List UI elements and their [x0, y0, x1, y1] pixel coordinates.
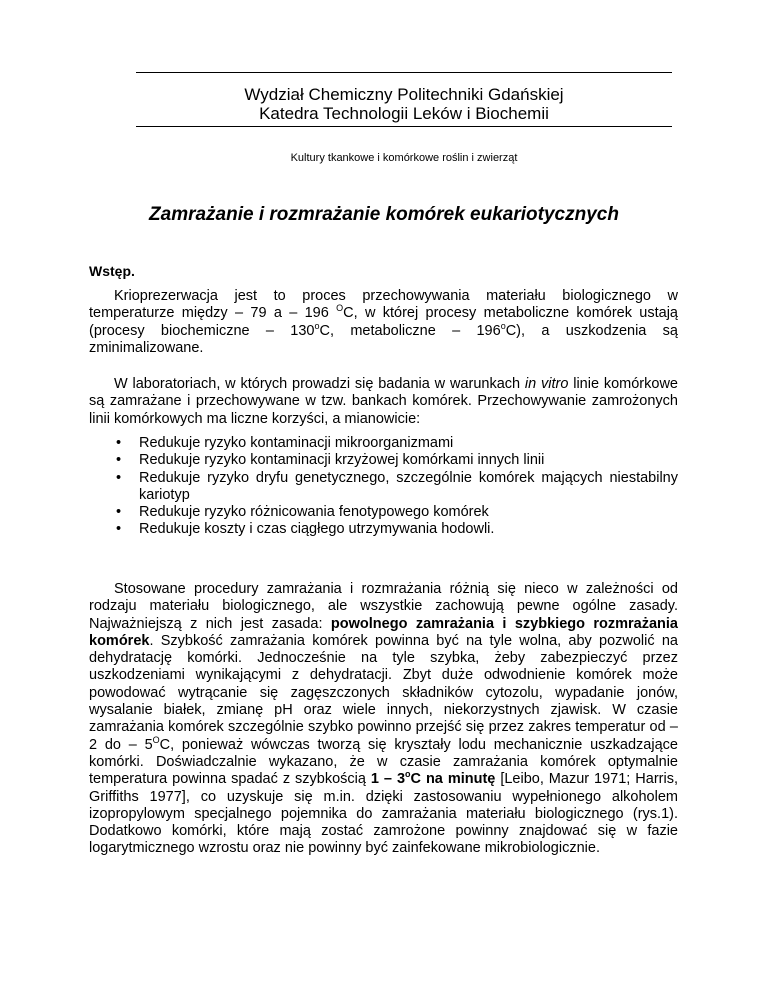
bullet-icon: •: [116, 469, 122, 486]
paragraph-intro: Krioprezerwacja jest to proces przechowywania materiału biologicznego w temperaturze między – 79 a – 196 $^O$C, w której procesy metaboliczne komórek ustają (procesy biochemiczne – 130$^o$C, metaboliczne – 196$^o$C), a uszkodzenia są zminimalizowane.: [89, 288, 678, 356]
bullet-icon: •: [116, 504, 122, 521]
paragraph-procedures: Stosowane procedury zamrażania i rozmrażania różnią się nieco w zależności od rodzaju materiału biologicznego, ale wszystkie zachowują pewne ogólne zasady. Najważniejszą z nich jest zasada: powolnego zamrażania i szybkiego rozmrażania komórek. Szybkość zamrażania komórek powinna być na tyle wolna, aby pozwolić na dehydratację komórki. Jednocześnie na tyle szybka, żeby zabezpieczyć przez uszkodzeniami wynikającymi z dehydratacji. Zbyt duże odwodnienie komórek może powodować wytrącanie się zagęszczonych składników cytozolu, wypadanie jonów, wysalanie białek, zmianę pH oraz wiele innych, niekorzystnych zjawisk. W czasie zamrażania komórek szczególnie szybko powinno przejść się przez zakres temperatur od – 2 do – $5^OC$, ponieważ wówczas tworzą się kryształy lodu mechanicznie uszkadzające komórki. Doświadczalnie wykazano, że w czasie zamrażania komórek optymalnie temperatura powinna spadać z szybkością 1 – 3$^o$C na minutę [Leibo, Mazur 1971; Harris, Griffiths 1977], co uzyskuje się m.in. dzięki zastosowaniu wypełnionego alkoholem izopropylowym specjalnego pojemnika do zamrażania materiału biologicznego (rys.1). Dodatkowo komórki, które mają zostać zamrożone powinny znajdować się w fazie logarytmicznego wzrostu oraz nie powinny być zainfekowane mikrobiologicznie.: [89, 581, 678, 857]
course-name: Kultury tkankowe i komórkowe roślin i zwierząt: [290, 152, 518, 164]
list-item: • Redukuje ryzyko różnicowania fenotypowego komórek: [116, 504, 489, 521]
header-rule-top: [136, 72, 672, 73]
faculty-name: Wydział Chemiczny Politechniki Gdańskiej: [244, 85, 564, 104]
list-item: • Redukuje ryzyko dryfu genetycznego, szczególnie komórek mających niestabilny kariotyp: [116, 469, 678, 503]
bullet-icon: •: [116, 435, 122, 451]
bullet-icon: •: [116, 452, 122, 469]
benefits-list: [89, 435, 678, 539]
paragraph-laboratories: W laboratoriach, w których prowadzi się badania w warunkach in vitro linie komórkowe są zamrażane i przechowywane w tzw. bankach komórek. Przechowywanie zamrożonych linii komórkowych ma liczne korzyści, a mianowicie:: [89, 376, 678, 427]
section-heading: Wstęp.: [89, 263, 135, 279]
list-item: • Redukuje ryzyko kontaminacji krzyżowej komórkami innych linii: [116, 452, 545, 469]
list-item: • Redukuje koszty i czas ciągłego utrzymywania hodowli.: [116, 521, 495, 538]
department-name: Katedra Technologii Leków i Biochemii: [259, 104, 549, 123]
header-rule-bottom: [136, 126, 672, 127]
bullet-icon: •: [116, 521, 122, 538]
list-item: • Redukuje ryzyko kontaminacji mikroorganizmami: [116, 435, 454, 451]
document-title: Zamrażanie i rozmrażanie komórek eukariotycznych: [149, 204, 619, 225]
